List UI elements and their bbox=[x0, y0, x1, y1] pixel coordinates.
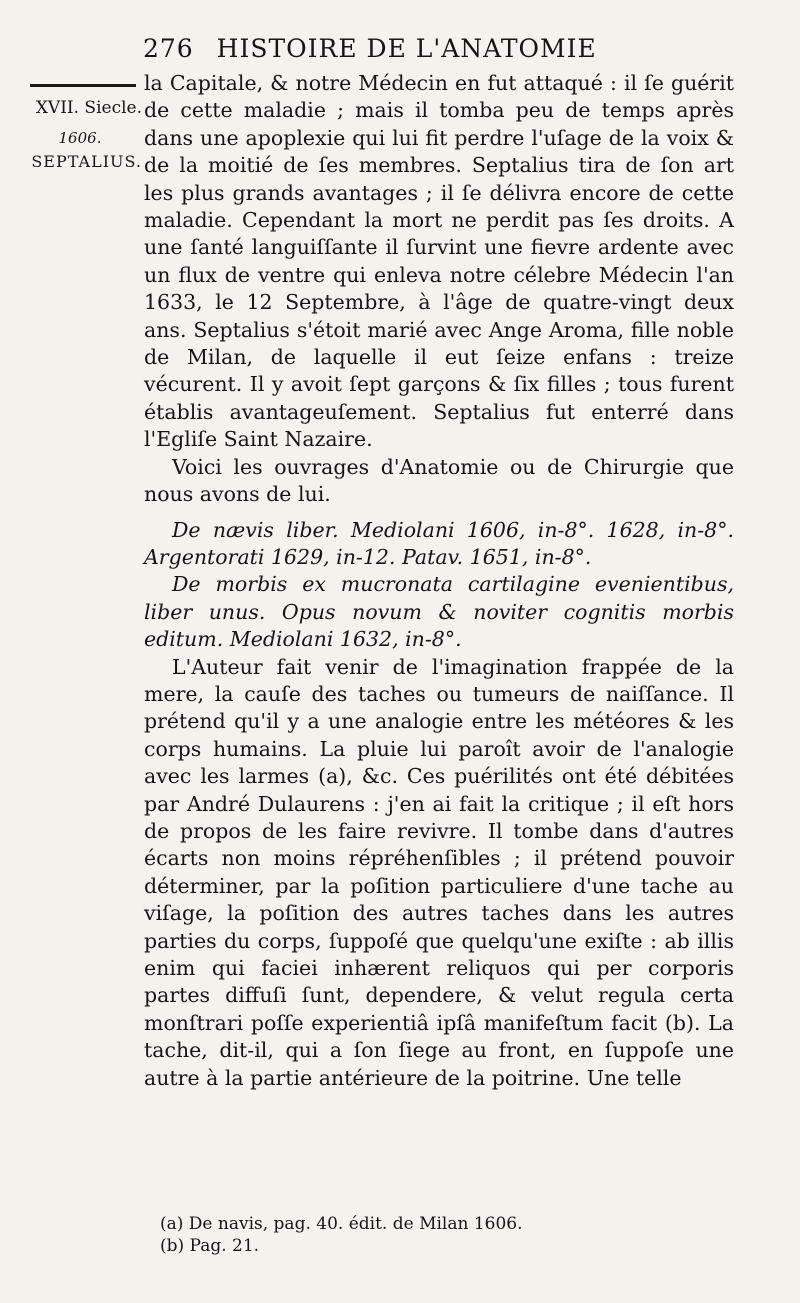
page-number: 276 bbox=[143, 34, 194, 63]
paragraph-works-intro: Voici les ouvrages d'Anatomie ou de Chirurgie que nous avons de lui. bbox=[144, 454, 734, 507]
footnotes bbox=[160, 1213, 720, 1257]
footnote-a: (a) De navis, pag. 40. édit. de Milan 1606. bbox=[160, 1214, 523, 1234]
margin-century: XVII. Siecle. bbox=[35, 98, 142, 118]
margin-name: SEPTALIUS. bbox=[31, 152, 142, 171]
paragraph-commentary: L'Auteur fait venir de l'imagination frappée de la mere, la cauſe des taches ou tumeurs de naiſſance. Il prétend qu'il y a une analogie entre les météores & les corps humains. La pluie lui paroît avoir de l'analogie avec les larmes (a), &c. Ces puérilités ont été débitées par André Dulaurens : j'en ai fait la critique ; il eſt hors de propos de les faire revivre. Il tombe dans d'autres écarts non moins répréhenſibles ; il prétend pouvoir déterminer, par la poſition particuliere d'une tache au viſage, la poſition des autres taches dans les autres parties du corps, ſuppoſé que quelqu'une exiſte : ab illis enim qui faciei inhærent reliquos qui per corporis partes diffuſi ſunt, dependere, & velut regula certa monſtrari poſſe experientiâ ipſâ manifeſtum facit (b). La tache, dit-il, qui a ſon ſiege au front, en ſuppoſe une autre à la partie antérieure de la poitrine. Une telle bbox=[144, 654, 734, 1090]
paragraph-biography: la Capitale, & notre Médecin en fut attaqué : il ſe guérit de cette maladie ; mais il tomba peu de temps après dans une apoplexie qui lui fit perdre l'uſage de la voix & de la moitié de ſes membres. Septalius tira de ſon art les plus grands avantages ; il ſe délivra encore de cette maladie. Cependant la mort ne perdit pas ſes droits. A une ſanté languiſſante il ſurvint une fievre ardente avec un flux de ventre qui enleva notre célebre Médecin l'an 1633, le 12 Septembre, à l'âge de quatre-vingt deux ans. Septalius s'étoit marié avec Ange Aroma, fille noble de Milan, de laquelle il eut ſeize enfans : treize vécurent. Il y avoit ſept garçons & ſix filles ; tous furent établis avantageuſement. Septalius fut enterré dans l'Egliſe Saint Nazaire. bbox=[144, 71, 734, 452]
footnote-b: (b) Pag. 21. bbox=[160, 1236, 260, 1256]
paragraph-work-de-morbis: De morbis ex mucronata cartilagine evenientibus, liber unus. Opus novum & noviter cognitis morbis editum. Mediolani 1632, in-8°. bbox=[144, 572, 734, 652]
margin-rule bbox=[30, 84, 136, 87]
paragraph-work-de-naevis: De nævis liber. Mediolani 1606, in-8°. 1628, in-8°. Argentorati 1629, in-12. Patav. 1651, in-8°. bbox=[144, 517, 734, 569]
running-header bbox=[143, 34, 783, 63]
spacer bbox=[144, 509, 734, 517]
running-title: HISTOIRE DE L'ANATOMIE bbox=[216, 34, 597, 63]
main-text bbox=[144, 70, 734, 1092]
margin-year: 1606. bbox=[58, 129, 102, 147]
